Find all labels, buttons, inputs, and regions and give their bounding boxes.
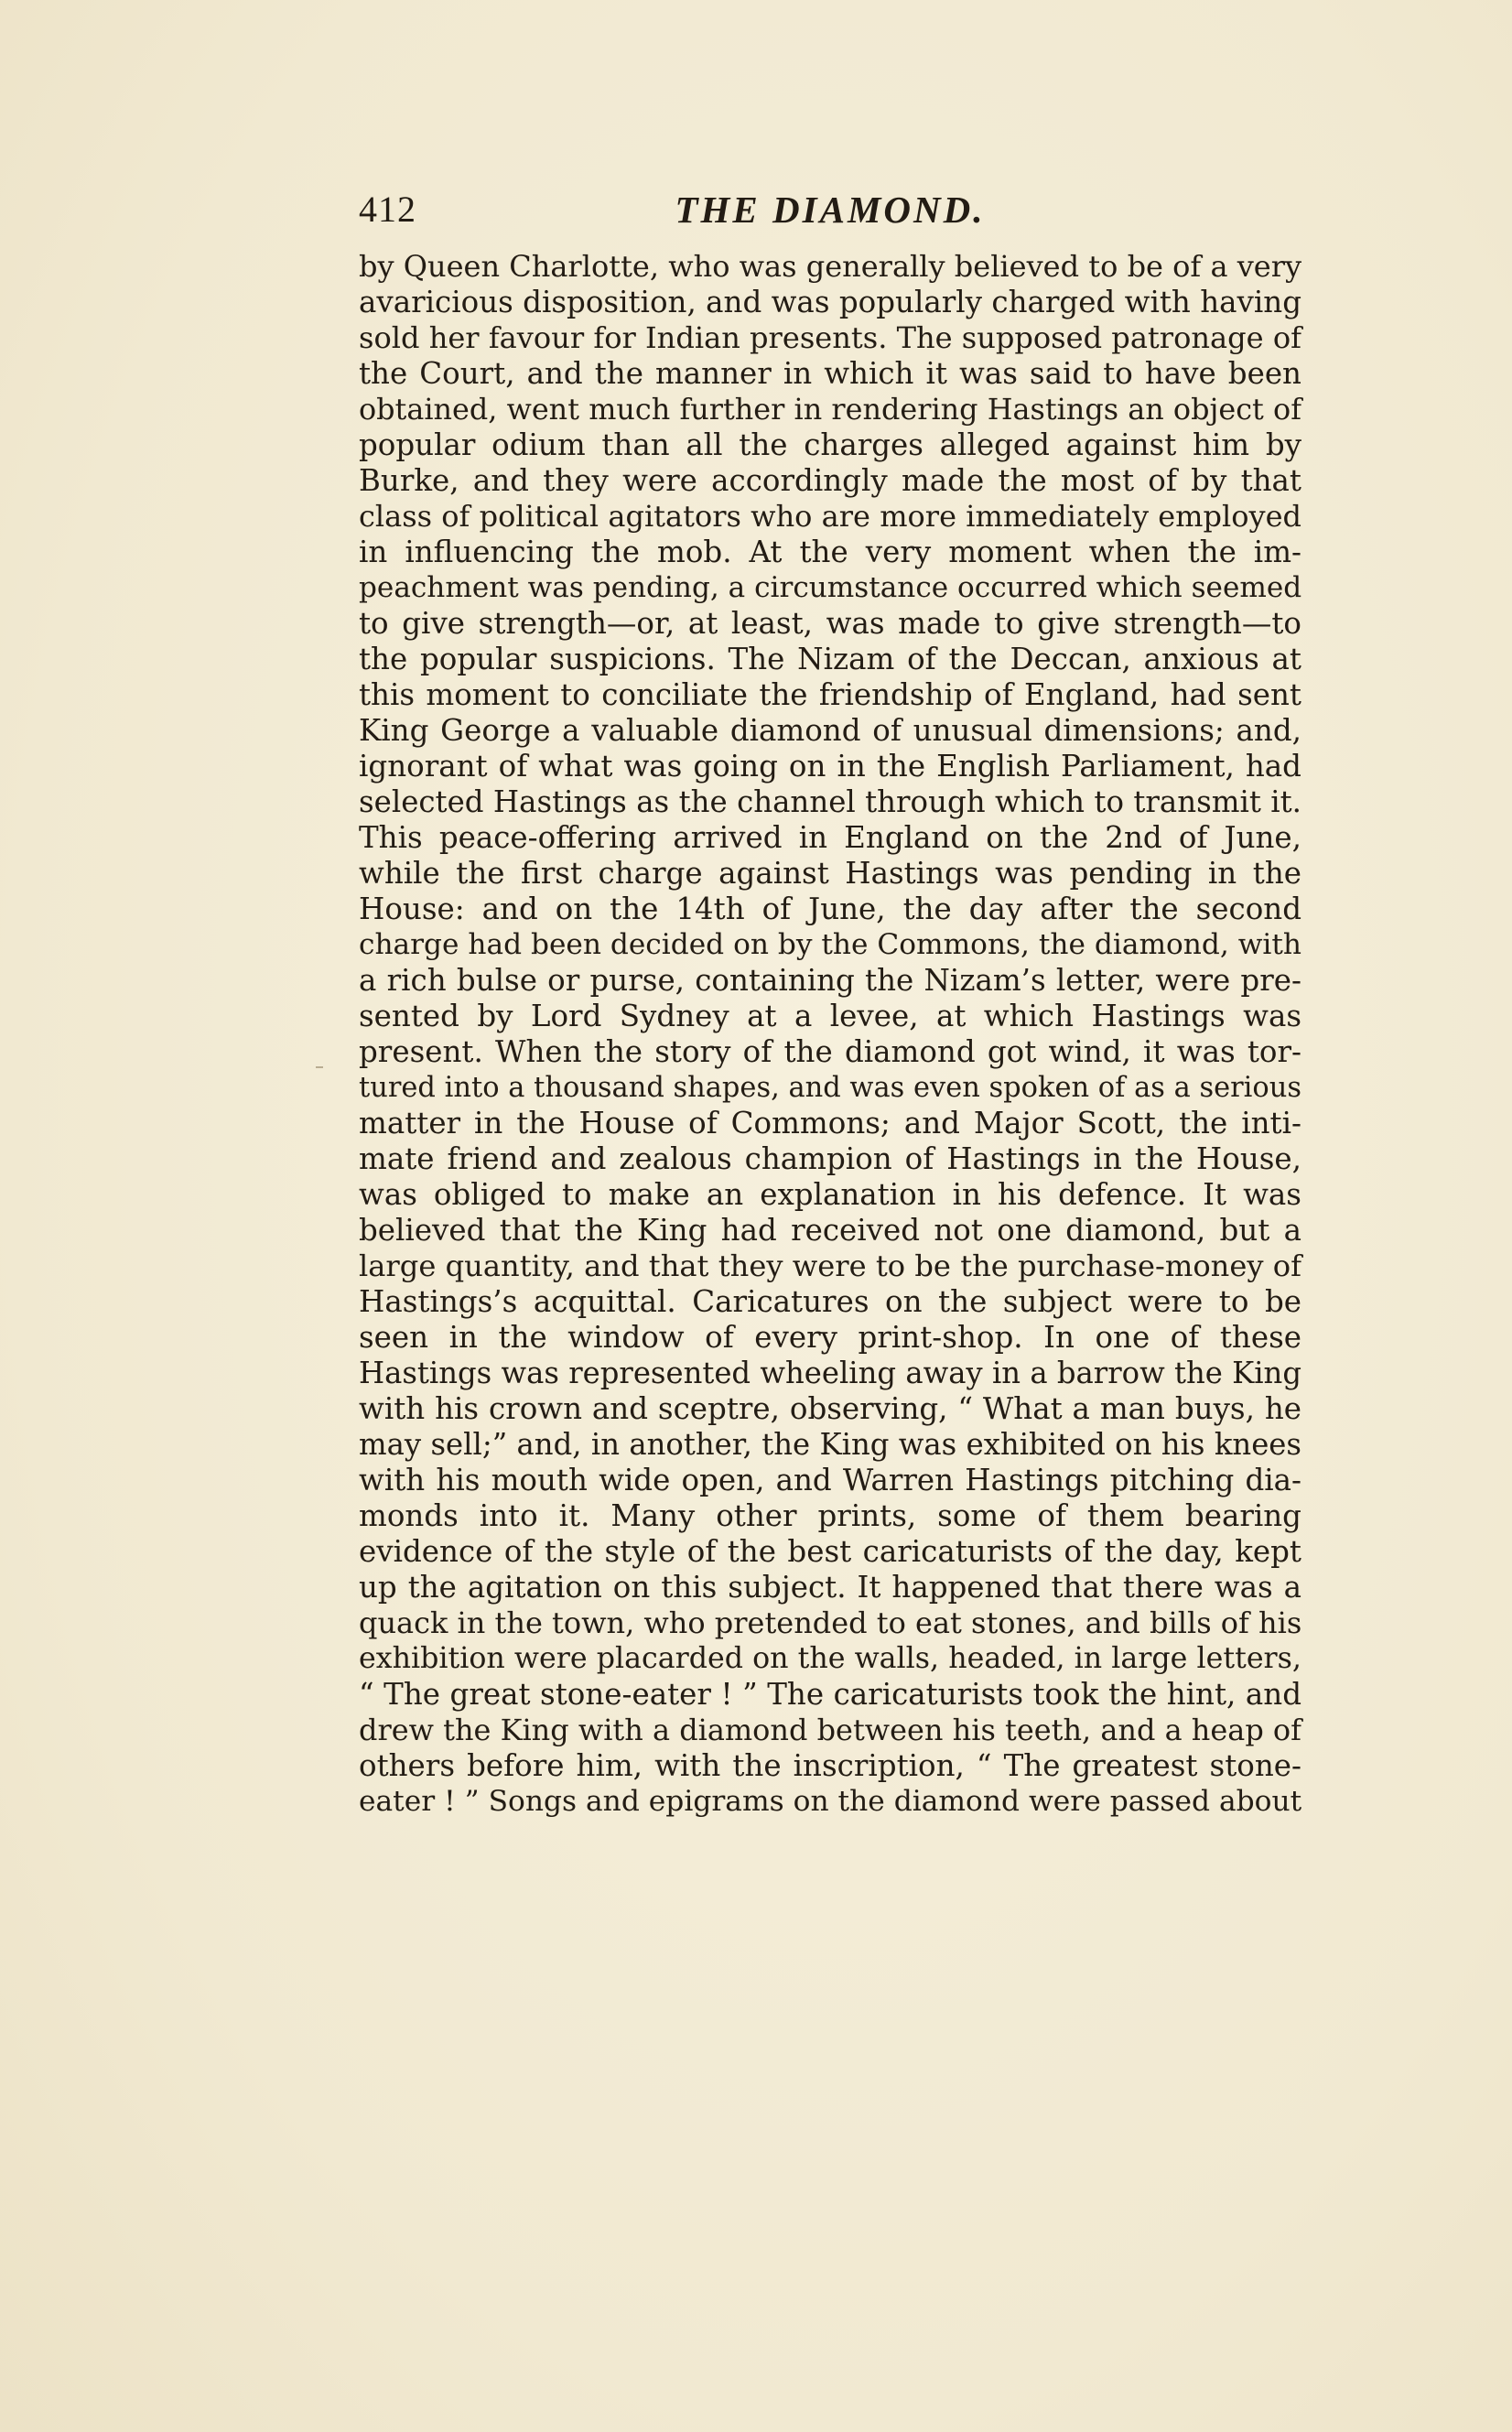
text-line: up the agitation on this subject. It happened that there was a <box>359 1570 1301 1605</box>
running-title: THE DIAMOND. <box>675 189 986 231</box>
text-line: the Court, and the manner in which it was said to have been <box>359 356 1301 391</box>
text-line: seen in the window of every print-shop. In one of these <box>359 1320 1301 1355</box>
text-line: “ The great stone-eater ! ” The caricaturists took the hint, and <box>359 1677 1301 1712</box>
text-line: sented by Lord Sydney at a levee, at which Hastings was <box>359 999 1301 1033</box>
text-line: large quantity, and that they were to be the purchase-money of <box>359 1248 1301 1283</box>
text-line: House: and on the 14th of June, the day after the second <box>359 892 1301 926</box>
text-line: while the first charge against Hastings was pending in the <box>359 856 1301 891</box>
text-line: ignorant of what was going on in the English Parliament, had <box>359 749 1301 784</box>
text-line: class of political agitators who are more immediately employed <box>359 499 1301 534</box>
text-line: monds into it. Many other prints, some of them bearing <box>359 1498 1301 1533</box>
text-line: obtained, went much further in rendering Hastings an object of <box>359 392 1301 427</box>
text-line: tured into a thousand shapes, and was even spoken of as a serious <box>359 1072 1301 1104</box>
running-head <box>359 188 1301 235</box>
text-line: selected Hastings as the channel through which to transmit it. <box>359 784 1301 819</box>
margin-mark <box>316 1066 323 1068</box>
page-number: 412 <box>359 189 416 230</box>
text-line: evidence of the style of the best caricaturists of the day, kept <box>359 1534 1301 1569</box>
text-line: may sell;” and, in another, the King was exhibited on his knees <box>359 1427 1301 1462</box>
text-line: Burke, and they were accordingly made the most of by that <box>359 463 1301 498</box>
text-line: by Queen Charlotte, who was generally believed to be of a very <box>359 249 1302 284</box>
text-line: avaricious disposition, and was popularly charged with having <box>359 285 1301 319</box>
text-line: This peace-offering arrived in England on the 2nd of June, <box>359 820 1301 855</box>
text-line: others before him, with the inscription, “ The greatest stone- <box>359 1748 1301 1783</box>
text-line: a rich bulse or purse, containing the Nizam’s letter, were pre- <box>359 963 1301 998</box>
text-line: quack in the town, who pretended to eat stones, and bills of his <box>359 1605 1302 1640</box>
text-line: charge had been decided on by the Commons, the diamond, with <box>359 928 1301 961</box>
text-line: Hastings was represented wheeling away in a barrow the King <box>359 1356 1301 1390</box>
text-line: exhibition were placarded on the walls, headed, in large letters, <box>359 1642 1301 1675</box>
text-line: with his mouth wide open, and Warren Hastings pitching dia- <box>359 1463 1301 1497</box>
text-line: believed that the King had received not one diamond, but a <box>359 1213 1301 1248</box>
text-line: mate friend and zealous champion of Hastings in the House, <box>359 1141 1301 1176</box>
text-line: eater ! ” Songs and epigrams on the diamond were passed about <box>359 1785 1302 1818</box>
body-text <box>359 249 1301 1820</box>
text-line: this moment to conciliate the friendship of England, had sent <box>359 677 1301 712</box>
text-line: in influencing the mob. At the very moment when the im- <box>359 535 1301 569</box>
text-line: with his crown and sceptre, observing, “ What a man buys, he <box>359 1391 1301 1426</box>
text-line: popular odium than all the charges alleged against him by <box>359 427 1301 462</box>
text-line: matter in the House of Commons; and Major Scott, the inti- <box>359 1106 1301 1140</box>
text-line: to give strength—or, at least, was made to give strength—to <box>359 606 1301 641</box>
text-line: drew the King with a diamond between his teeth, and a heap of <box>359 1713 1301 1747</box>
text-line: was obliged to make an explanation in his defence. It was <box>359 1177 1301 1212</box>
text-line: sold her favour for Indian presents. The supposed patronage of <box>359 320 1301 355</box>
text-line: Hastings’s acquittal. Caricatures on the subject were to be <box>359 1284 1301 1319</box>
text-line: peachment was pending, a circumstance occurred which seemed <box>359 571 1302 604</box>
text-line: the popular suspicions. The Nizam of the Deccan, anxious at <box>359 642 1301 676</box>
text-line: present. When the story of the diamond got wind, it was tor- <box>359 1034 1301 1069</box>
text-line: King George a valuable diamond of unusual dimensions; and, <box>359 713 1301 748</box>
